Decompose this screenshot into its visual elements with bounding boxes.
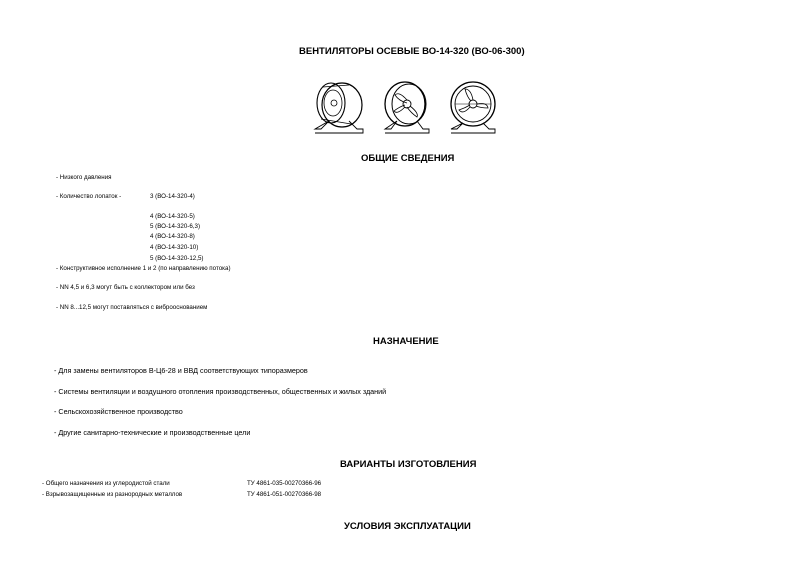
variant-spec: ТУ 4861-051-00270366-98 <box>247 491 322 498</box>
page-title: ВЕНТИЛЯТОРЫ ОСЕВЫЕ ВО-14-320 (ВО-06-300) <box>299 46 525 57</box>
fan-illustration-1 <box>309 77 369 137</box>
general-item-collector: - NN 4,5 и 6,3 могут быть с коллектором или без <box>56 284 195 291</box>
blade-value: 3 (ВО-14-320-4) <box>150 193 195 200</box>
variant-name: - Общего назначения из углеродистой стали <box>42 480 170 487</box>
purpose-item: - Системы вентиляции и воздушного отопления производственных, общественных и жилых зданий <box>54 387 387 396</box>
conditions-heading: УСЛОВИЯ ЭКСПЛУАТАЦИИ <box>344 521 471 532</box>
purpose-item: - Для замены вентиляторов В-Ц6-28 и ВВД соответствующих типоразмеров <box>54 366 308 375</box>
blade-value: 4 (ВО-14-320-8) <box>150 233 195 240</box>
purpose-heading: НАЗНАЧЕНИЕ <box>373 336 439 347</box>
general-item-low-pressure: - Низкого давления <box>56 174 112 181</box>
purpose-item: - Сельскохозяйственное производство <box>54 407 183 416</box>
fan-drawing-collector <box>309 77 369 137</box>
variant-spec: ТУ 4861-035-00270366-96 <box>247 480 322 487</box>
purpose-item: - Другие санитарно-технические и производственные цели <box>54 428 251 437</box>
variants-heading: ВАРИАНТЫ ИЗГОТОВЛЕНИЯ <box>340 459 477 470</box>
general-item-vibration-base: - NN 8...12,5 могут поставляться с виброоснованием <box>56 304 208 311</box>
fan-illustration-3 <box>443 77 503 137</box>
general-item-design: - Конструктивное исполнение 1 и 2 (по направлению потока) <box>56 265 231 272</box>
blade-value: 4 (ВО-14-320-10) <box>150 244 199 251</box>
fan-drawing-housing <box>377 77 437 137</box>
variant-name: - Взрывозащищенные из разнородных металлов <box>42 491 183 498</box>
blade-value: 4 (ВО-14-320-5) <box>150 213 195 220</box>
blade-value: 5 (ВО-14-320-6,3) <box>150 223 201 230</box>
general-heading: ОБЩИЕ СВЕДЕНИЯ <box>361 153 455 164</box>
general-item-blade-count: - Количество лопаток - <box>56 193 122 200</box>
fan-illustration-2 <box>377 77 437 137</box>
fan-drawing-front <box>443 77 503 137</box>
blade-value: 5 (ВО-14-320-12,5) <box>150 255 204 262</box>
